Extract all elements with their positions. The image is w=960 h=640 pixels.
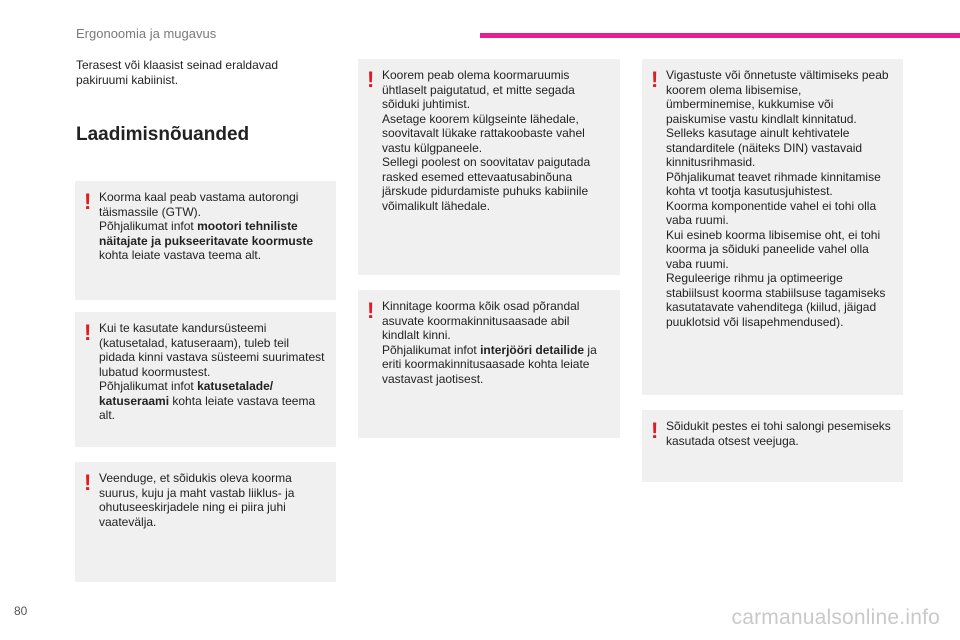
warning-icon: ! <box>84 320 92 345</box>
text: Vigastuste või õnnetuste vältimiseks peab koorem olema libisemise, ümberminemise, kukkumise või paiskumise vastu kindlalt kinnitatud. <box>666 68 889 126</box>
text: Põhjalikumat teavet rihmade kinnitamise kohta vt tootja kasutusjuhistest. <box>666 169 881 198</box>
text: Reguleerige rihmu ja optimeerige stabiilsust koorma stabiilsuse tagamiseks kasutatavate vahenditega (kiilud, jäigad puuklotsid või lisapehmendused). <box>666 271 886 329</box>
text: Veenduge, et sõidukis oleva koorma suurus, kuju ja maht vastab liiklus- ja ohutuseeskirjadele ning ei piira juhi vaatevälja. <box>99 471 295 529</box>
text: Asetage koorem külgseinte lähedale, soovitavalt lükake rattakoobaste vahel vastu külgpaneele. <box>382 111 585 155</box>
warning-icon: ! <box>367 67 375 92</box>
watermark: carmanualsonline.info <box>731 606 940 629</box>
text: Koorma komponentide vahel ei tohi olla vaba ruumi. <box>666 198 877 227</box>
page-number: 80 <box>14 604 28 618</box>
warning-box-lashing-rings <box>358 290 620 438</box>
warning-icon: ! <box>84 189 92 214</box>
text: Põhjalikumat infot <box>99 379 198 393</box>
text: Põhjalikumat infot <box>382 342 481 357</box>
text: Kui esineb koorma libisemise oht, ei tohi koorma ja sõiduki paneelide vahel olla vaba ruumi. <box>666 227 881 271</box>
section-title: Laadimisnõuanded <box>76 124 250 145</box>
text: Põhjalikumat infot <box>99 219 198 233</box>
link-text: katusetalade/ katuseraami <box>99 379 274 408</box>
text: Kinnitage koorma kõik osad põrandal asuvate koormakinnitusaasade abil kindlalt kinni. <box>382 299 580 342</box>
text: Kui te kasutate kandursüsteemi (katusetalad, katuseraam), tuleb teil pidada kinni vastava süsteemi suurimatest lubatud koormustest. <box>99 321 325 379</box>
warning-box-load-placement <box>358 59 620 275</box>
warning-icon: ! <box>367 298 375 323</box>
warning-icon: ! <box>651 418 659 443</box>
text: Sellegi poolest on soovitatav paigutada rasked esemed ettevaatusabinõuna järskude pidurdamiste puhuks kabiinile võimalikult lähedale. <box>382 155 591 213</box>
warning-box-gtw <box>75 181 336 300</box>
text: Koorem peab olema koormaruumis ühtlaselt paigutatud, et mitte segada sõiduki juhtimist. <box>382 68 575 111</box>
intro-text: Terasest või klaasist seinad eraldavad pakiruumi kabiinist. <box>76 58 279 87</box>
text: kohta leiate vastava teema alt. <box>99 248 262 262</box>
header-title: Ergonoomia ja mugavus <box>76 26 217 41</box>
link-text: interjööri detailide <box>480 342 585 357</box>
warning-box-securing-load <box>642 59 903 395</box>
text: Selleks kasutage ainult kehtivatele standarditele (näiteks DIN) vastavaid kinnitusrihmasid. <box>666 126 863 169</box>
warning-box-load-size <box>75 462 336 582</box>
warning-icon: ! <box>651 67 659 92</box>
text: Koorma kaal peab vastama autorongi täismassile (GTW). <box>99 190 299 219</box>
link-text: mootori tehniliste näitajate ja pukseeritavate koormuste <box>99 219 314 248</box>
header-accent-bar <box>480 33 960 38</box>
warning-box-washing <box>642 410 903 482</box>
text: Sõidukit pestes ei tohi salongi pesemiseks kasutada otsest veejuga. <box>666 419 891 448</box>
warning-icon: ! <box>84 470 92 495</box>
text: ja eriti koormakinnitusaasade kohta leiate vastavast jaotisest. <box>382 342 597 386</box>
text: kohta leiate vastava teema alt. <box>99 393 316 422</box>
warning-box-roof-rack <box>75 312 336 447</box>
